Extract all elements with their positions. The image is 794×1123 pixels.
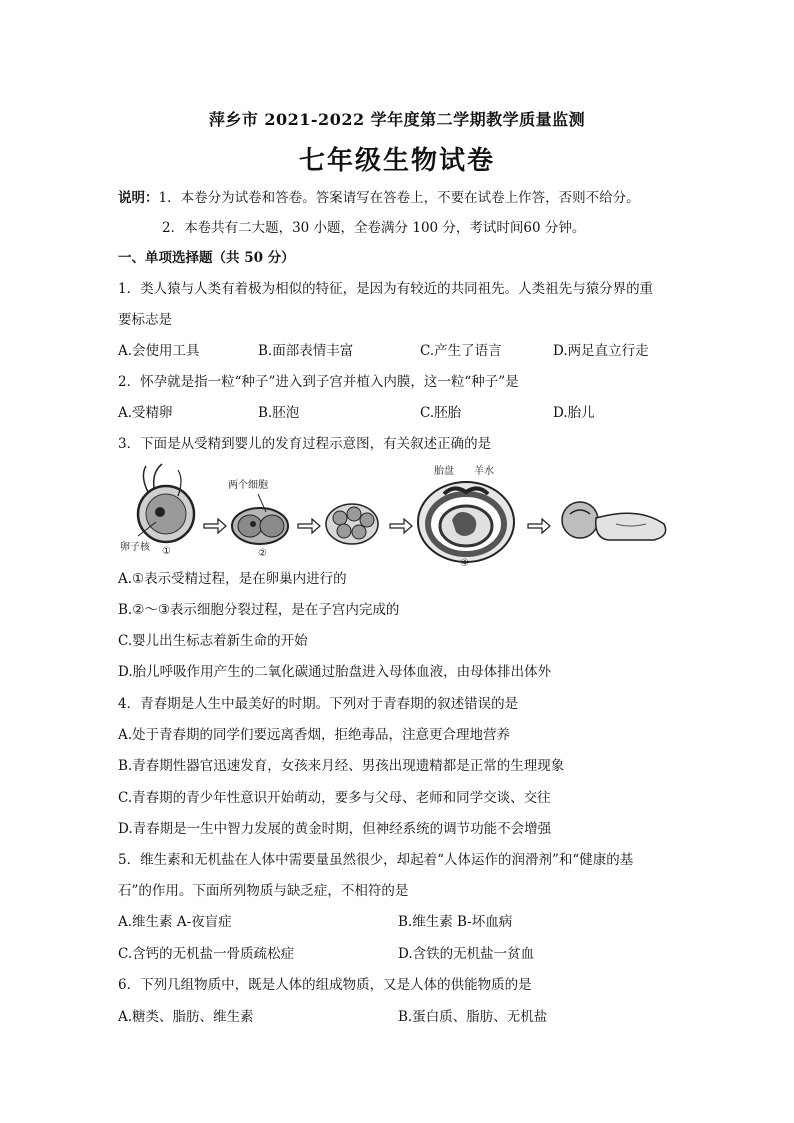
development-process-figure: [118, 462, 678, 568]
q4-stem: 4．青春期是人生中最美好的时期。下列对于青春期的叙述错误的是: [118, 696, 519, 712]
q6-option-b[interactable]: B.蛋白质、脂肪、无机盐: [398, 1009, 548, 1025]
q4-option-b[interactable]: B.青春期性器官迅速发育，女孩来月经、男孩出现遗精都是正常的生理现象: [118, 758, 565, 774]
arrow-1: [204, 519, 226, 533]
q1-option-d[interactable]: D.两足直立行走: [553, 343, 649, 359]
label-placenta: 胎盘: [434, 466, 454, 477]
q4-option-a[interactable]: A.处于青春期的同学们要远离香烟，拒绝毒品，注意更合理地营养: [118, 727, 511, 743]
q3-option-c[interactable]: C.婴儿出生标志着新生命的开始: [118, 633, 308, 649]
q5-stem-line-2: 石”的作用。下面所列物质与缺乏症，不相符的是: [118, 883, 409, 899]
q3-stem: 3．下面是从受精到婴儿的发育过程示意图，有关叙述正确的是: [118, 436, 492, 452]
stage-2-two-cells: [228, 478, 288, 559]
label-step-1: ①: [162, 546, 171, 557]
q6-stem: 6．下列几组物质中，既是人体的组成物质，又是人体的供能物质的是: [118, 977, 532, 993]
notes-line-2: 2．本卷共有二大题，30 小题，全卷满分 100 分，考试时间60 分钟。: [162, 220, 586, 236]
q3-option-a[interactable]: A.①表示受精过程，是在卵巢内进行的: [118, 571, 347, 587]
label-amniotic-fluid: 羊水: [474, 466, 494, 477]
arrow-2: [298, 519, 320, 533]
q1-option-a[interactable]: A.会使用工具: [118, 343, 200, 359]
stage-3-cell-cluster: [326, 504, 378, 544]
q2-option-b[interactable]: B.胚泡: [258, 405, 300, 421]
stage-5-baby: [562, 502, 666, 540]
q5-stem-line-1: 5．维生素和无机盐在人体中需要量虽然很少，却起着“人体运作的润滑剂”和“健康的基: [118, 852, 634, 868]
arrow-4: [528, 519, 550, 533]
section-heading: 一、单项选择题（共 50 分）: [118, 250, 295, 266]
q6-option-a[interactable]: A.糖类、脂肪、维生素: [118, 1009, 254, 1025]
label-step-2: ②: [258, 548, 267, 559]
q1-option-b[interactable]: B.面部表情丰富: [258, 343, 354, 359]
q4-option-c[interactable]: C.青春期的青少年性意识开始萌动，要多与父母、老师和同学交谈、交往: [118, 790, 551, 806]
label-step-4: ④: [460, 558, 469, 568]
q5-option-d[interactable]: D.含铁的无机盐一贫血: [398, 946, 535, 962]
notes-text-1: 1．本卷分为试卷和答卷。答案请写在答卷上，不要在试卷上作答，否则不给分。: [158, 190, 640, 206]
notes-line-1: [118, 189, 640, 207]
stage-1-fertilization: [120, 464, 194, 557]
q5-option-a[interactable]: A.维生素 A-夜盲症: [118, 914, 232, 930]
q4-option-d[interactable]: D.青春期是一生中智力发展的黄金时期，但神经系统的调节功能不会增强: [118, 821, 552, 837]
q1-stem-line-2: 要标志是: [118, 312, 172, 328]
q5-option-c[interactable]: C.含钙的无机盐一骨质疏松症: [118, 946, 295, 962]
q1-option-c[interactable]: C.产生了语言: [420, 343, 502, 359]
q2-option-d[interactable]: D.胎儿: [553, 405, 595, 421]
exam-title: 七年级生物试卷: [298, 146, 495, 176]
notes-label: 说明：: [118, 190, 159, 206]
q3-option-b[interactable]: B.②～③表示细胞分裂过程，是在子宫内完成的: [118, 602, 400, 618]
arrow-3: [390, 519, 412, 533]
stage-4-fetus-in-uterus: [418, 464, 514, 568]
label-egg-nucleus: 卵子核: [120, 542, 150, 553]
label-two-cells: 两个细胞: [228, 480, 268, 491]
exam-subtitle: 萍乡市 2021-2022 学年度第二学期教学质量监测: [208, 110, 586, 129]
q3-option-d[interactable]: D.胎儿呼吸作用产生的二氧化碳通过胎盘进入母体血液，由母体排出体外: [118, 664, 552, 680]
q2-option-a[interactable]: A.受精卵: [118, 405, 173, 421]
q2-stem: 2．怀孕就是指一粒“种子”进入到子宫并植入内膜，这一粒“种子”是: [118, 374, 519, 390]
q2-option-c[interactable]: C.胚胎: [420, 405, 462, 421]
q1-stem-line-1: 1．类人猿与人类有着极为相似的特征，是因为有较近的共同祖先。人类祖先与猿分界的重: [118, 281, 654, 297]
q5-option-b[interactable]: B.维生素 B-坏血病: [398, 914, 513, 930]
